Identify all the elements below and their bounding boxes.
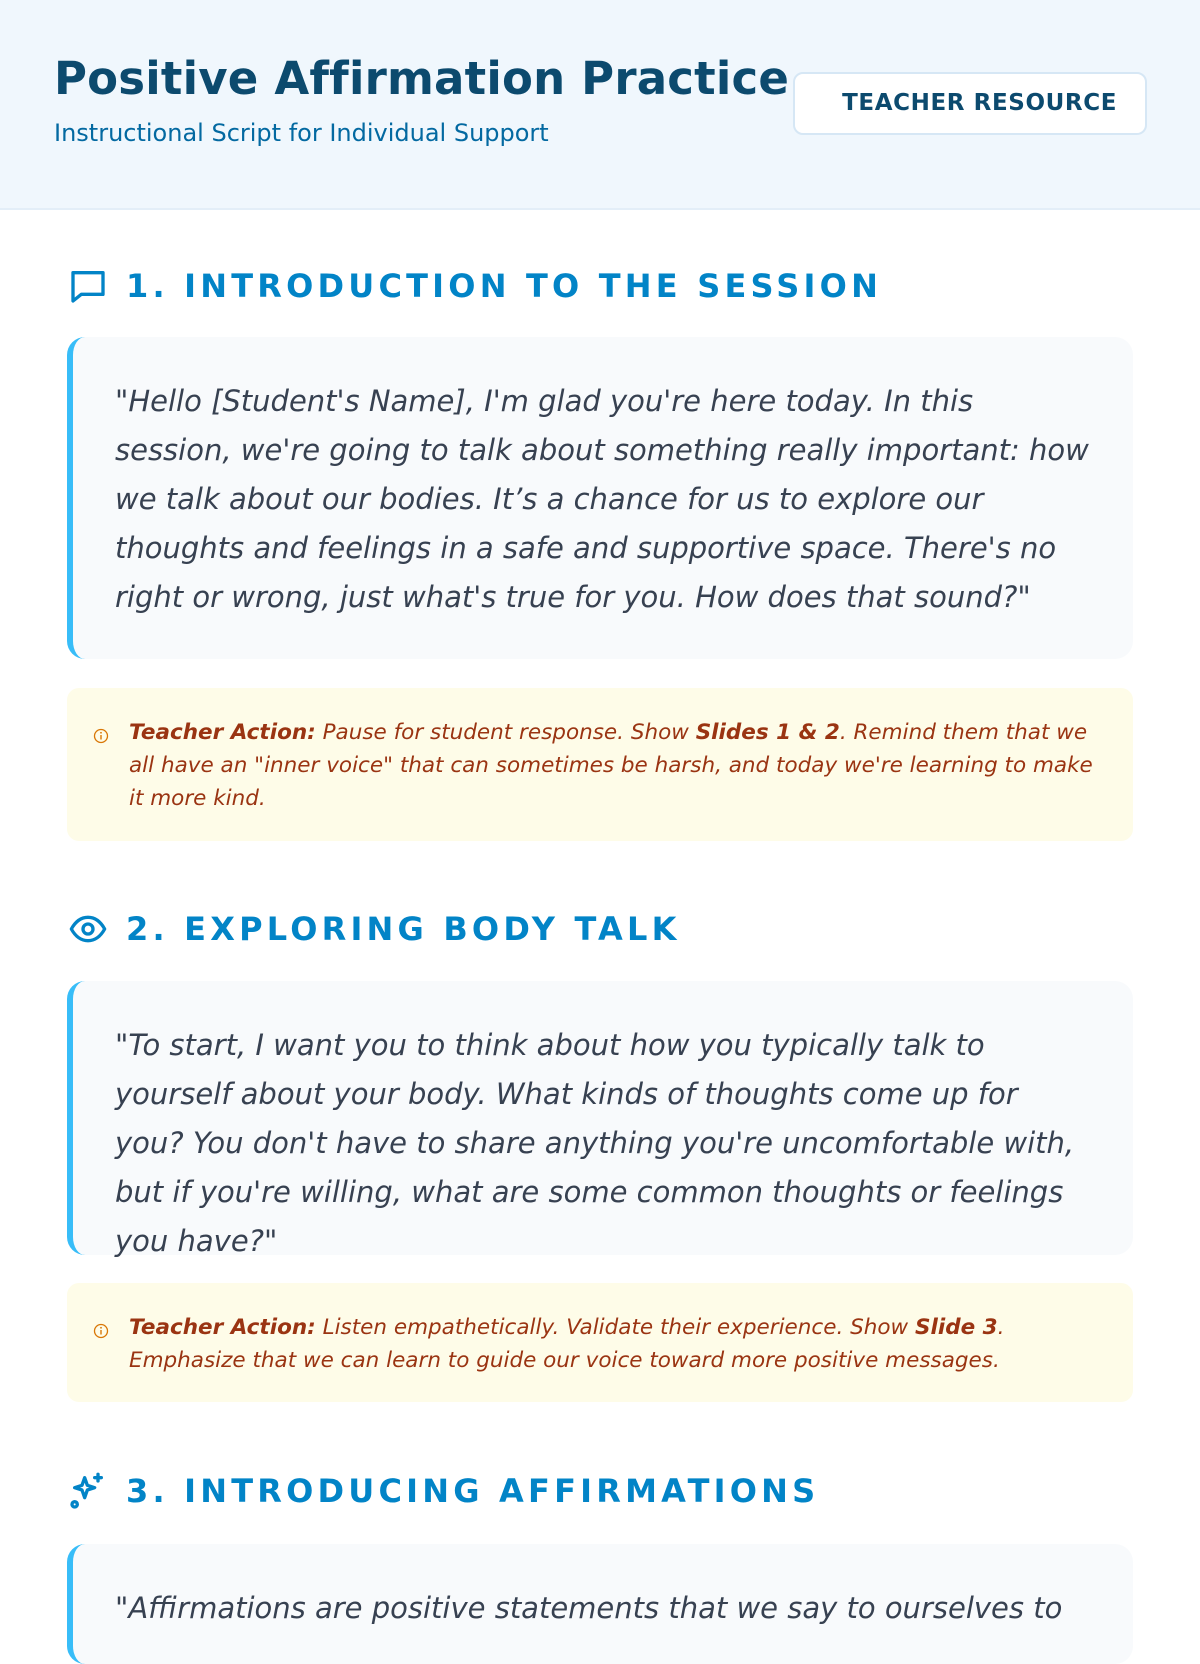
script-quote-text: "To start, I want you to think about how you typically talk to yourself about your body. What kinds of thoughts come up for you? You don't have to share anything you're uncomfortable with, but if you're willing, what are some common thoughts or feelings you have?" [115,1028,1075,1258]
script-quote-body-talk [67,981,1133,1258]
teacher-action-text: . Emphasize that we can learn to guide our voice toward more positive messages. [129,1315,1005,1373]
section-heading-label: 2. EXPLORING BODY TALK [126,910,681,948]
sparkles-icon [66,1469,110,1513]
eye-icon [66,907,110,951]
page-title: Positive Affirmation Practice [54,52,790,105]
section-heading-label: 3. INTRODUCING AFFIRMATIONS [126,1472,820,1510]
teacher-action-introduction [67,688,1133,841]
section-heading-body-talk [66,907,681,951]
info-icon [93,1323,109,1339]
section-heading-introduction [66,264,882,308]
teacher-action-text: Listen empathetically. Validate their experience. Show [315,1315,915,1340]
script-quote-text: "Hello [Student's Name], I'm glad you're here today. In this session, we're going to talk about something really important: how we talk about our bodies. It’s a chance for us to explore our thoughts and feelings in a safe and supportive space. There's no right or wrong, just what's true for you. How does that sound?" [115,384,1089,614]
teacher-action-body-talk [67,1283,1133,1402]
teacher-resource-badge: TEACHER RESOURCE [793,72,1147,135]
teacher-action-label: Teacher Action: [129,1315,316,1340]
page-subtitle: Instructional Script for Individual Support [54,119,549,147]
slide-reference: Slide 3 [914,1315,998,1340]
info-icon [93,728,109,744]
section-heading-label: 1. INTRODUCTION TO THE SESSION [126,267,883,305]
section-heading-affirmations [66,1469,819,1513]
script-quote-affirmations [67,1544,1133,1664]
chat-bubble-icon [66,264,110,308]
teacher-action-text: Pause for student response. Show [315,720,696,745]
teacher-action-content [129,1315,1004,1373]
page-header [0,0,1200,210]
script-quote-introduction [67,337,1133,659]
slide-reference: Slides 1 & 2 [695,720,840,745]
teacher-action-label: Teacher Action: [129,720,316,745]
teacher-action-content [129,720,1093,811]
script-quote-text: "Affirmations are positive statements that we say to ourselves to [115,1591,1063,1625]
teacher-action-text: . Remind them that we all have an "inner voice" that can sometimes be harsh, and today we're learning to make it more kind. [129,720,1093,811]
